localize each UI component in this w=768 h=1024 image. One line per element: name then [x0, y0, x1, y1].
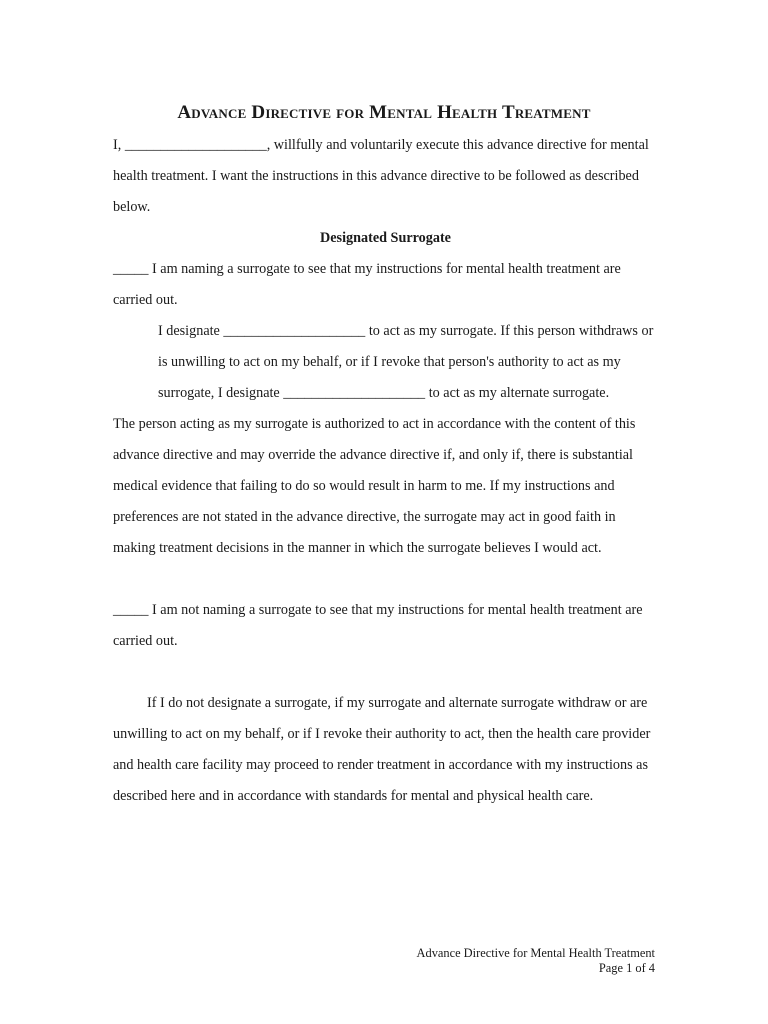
spacer: [113, 564, 658, 595]
footer-page-number: Page 1 of 4: [598, 961, 655, 975]
page-footer: [417, 946, 655, 976]
option-naming-surrogate: _____ I am naming a surrogate to see that my instructions for mental health treatment are carried out.: [113, 261, 621, 308]
intro-paragraph: I, ____________________, willfully and voluntarily execute this advance directive for mental health treatment. I want the instructions in this advance directive to be followed as described below.: [113, 137, 649, 215]
surrogate-authority-paragraph: The person acting as my surrogate is authorized to act in accordance with the content of this advance directive and may override the advance directive if, and only if, there is substantial medical evidence that failing to do so would result in harm to me. If my instructions and preferences are not stated in the advance directive, the surrogate may act in good faith in making treatment decisions in the manner in which the surrogate believes I would act.: [113, 416, 636, 556]
document-body: [113, 130, 658, 812]
no-surrogate-clause: If I do not designate a surrogate, if my surrogate and alternate surrogate withdraw or are unwilling to act on my behalf, or if I revoke their authority to act, then the health care provider and health care facility may proceed to render treatment in accordance with my instructions as described here and in accordance with standards for mental and physical health care.: [113, 695, 651, 804]
document-title: Advance Directive for Mental Health Treatment: [177, 102, 591, 123]
section-heading-designated-surrogate: Designated Surrogate: [320, 230, 451, 246]
designate-surrogate-block: I designate ____________________ to act as my surrogate. If this person withdraws or is unwilling to act on my behalf, or if I revoke that person's authority to act as my surrogate, I designate ____________________ to act as my alternate surrogate.: [158, 323, 654, 401]
option-not-naming-surrogate: _____ I am not naming a surrogate to see that my instructions for mental health treatment are carried out.: [113, 602, 643, 649]
spacer: [113, 657, 658, 688]
footer-document-name: Advance Directive for Mental Health Treatment: [416, 946, 655, 960]
